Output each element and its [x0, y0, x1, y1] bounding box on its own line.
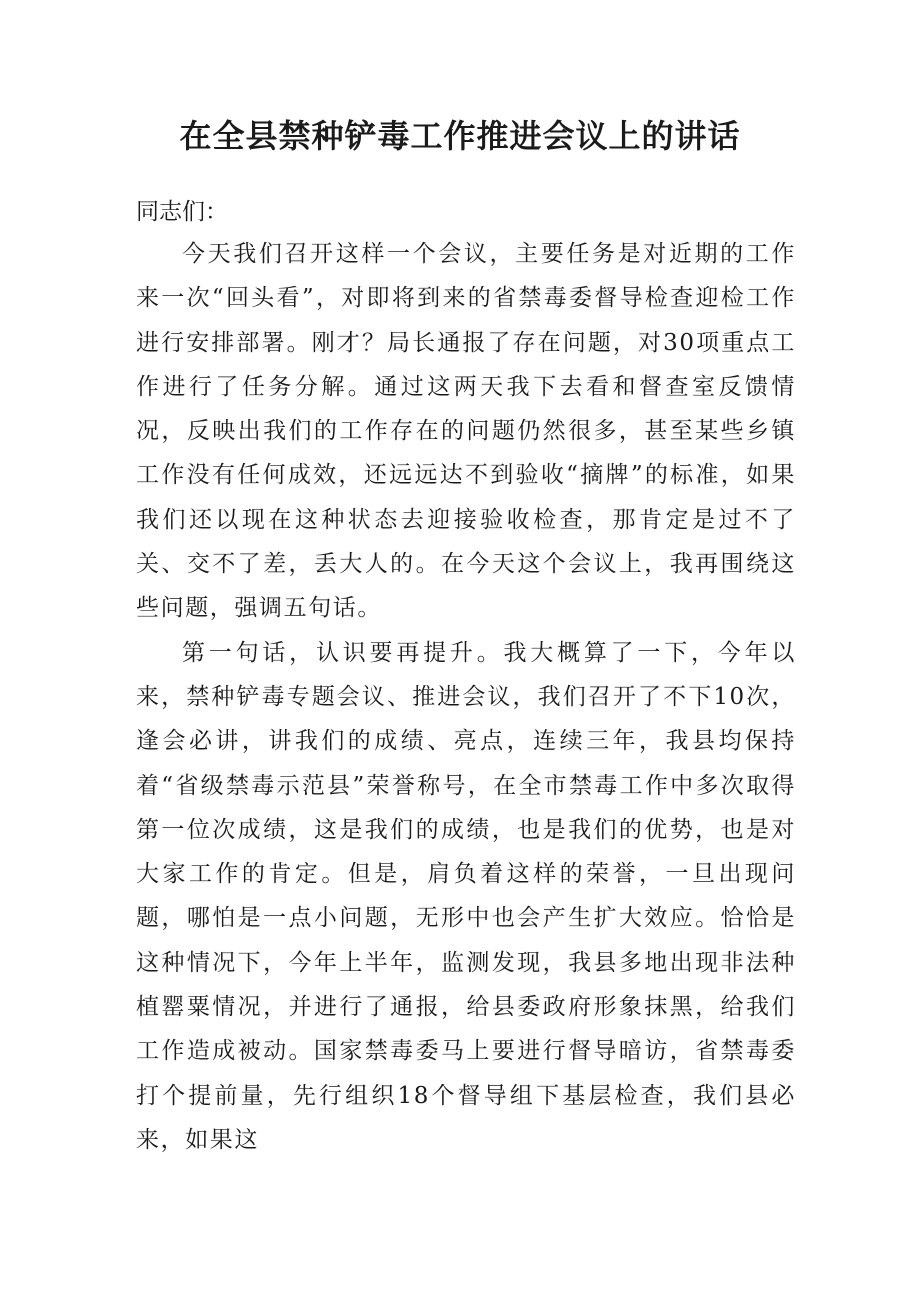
- salutation: 同志们：: [136, 199, 228, 225]
- body-text: [136, 232, 796, 1162]
- document-title: 在全县禁种铲毒工作推进会议上的讲话: [179, 117, 741, 155]
- paragraph-intro: 今天我们召开这样一个会议，主要任务是对近期的工作来一次“回头看”，对即将到来的省禁毒委督导检查迎检工作进行安排部署。刚才？局长通报了存在问题，对30项重点工作进行了任务分解。通过这两天我下去看和督查室反馈情况，反映出我们的工作存在的问题仍然很多，甚至某些乡镇工作没有任何成效，还远远达不到验收“摘牌”的标准，如果我们还以现在这种状态去迎接验收检查，那肯定是过不了关、交不了差，丢大人的。在今天这个会议上，我再围绕这些问题，强调五句话。: [136, 241, 796, 622]
- paragraph-first-point: 第一句话，认识要再提升。我大概算了一下，今年以来，禁种铲毒专题会议、推进会议，我们召开了不下10次，逢会必讲，讲我们的成绩、亮点，连续三年，我县均保持着“省级禁毒示范县”荣誉称号，在全市禁毒工作中多次取得第一位次成绩，这是我们的成绩，也是我们的优势，也是对大家工作的肯定。但是，肩负着这样的荣誉，一旦出现问题，哪怕是一点小问题，无形中也会产生扩大效应。恰恰是这种情况下，今年上半年，监测发现，我县多地出现非法种植罂粟情况，并进行了通报，给县委政府形象抹黑，给我们工作造成被动。国家禁毒委马上要进行督导暗访，省禁毒委打个提前量，先行组织18个督导组下基层检查，我们县必来，如果这: [136, 639, 796, 1153]
